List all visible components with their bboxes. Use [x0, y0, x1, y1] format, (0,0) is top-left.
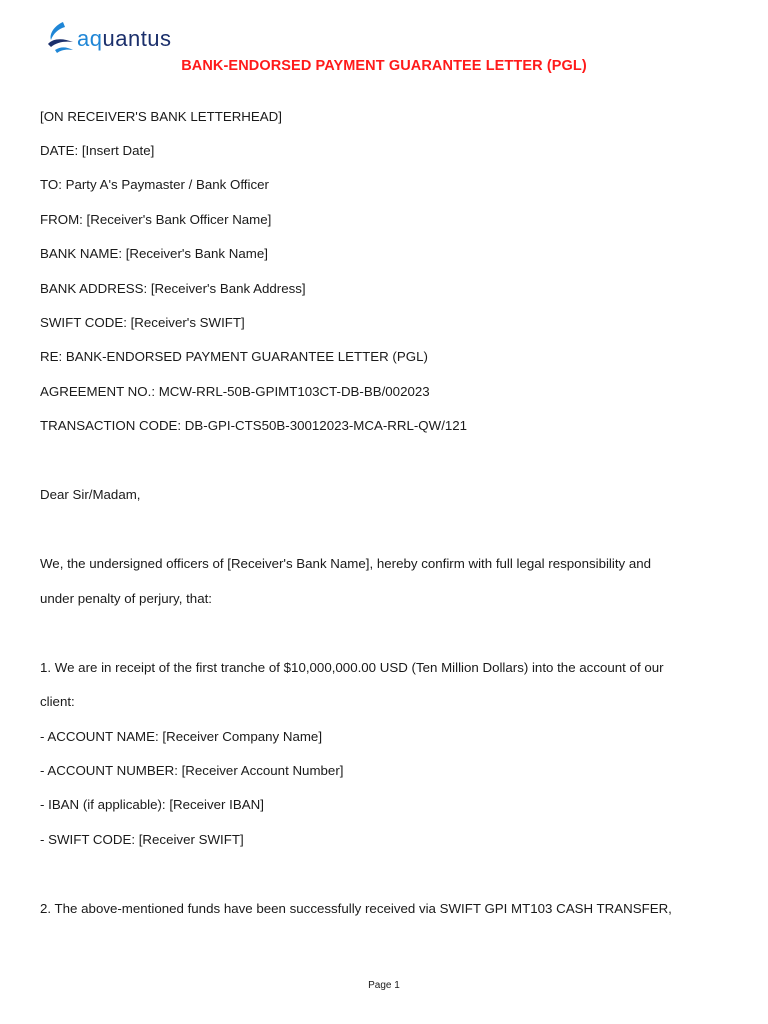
item-1-line-2: client: [40, 694, 75, 709]
logo-wordmark-prefix: aq [77, 26, 103, 51]
document-title: BANK-ENDORSED PAYMENT GUARANTEE LETTER (PGL) [181, 58, 587, 74]
aquantus-wave-logo-icon [45, 20, 75, 54]
intro-line-2: under penalty of perjury, that: [40, 591, 212, 606]
swift-code-line: SWIFT CODE: [Receiver's SWIFT] [40, 315, 245, 330]
swift-line: - SWIFT CODE: [Receiver SWIFT] [40, 832, 244, 847]
logo-wordmark-rest: uantus [102, 26, 172, 51]
intro-line-1: We, the undersigned officers of [Receiver's Bank Name], hereby confirm with full legal responsibility and [40, 556, 652, 571]
letterhead-line: [ON RECEIVER'S BANK LETTERHEAD] [40, 109, 282, 124]
item-1-line-1: 1. We are in receipt of the first tranche of $10,000,000.00 USD (Ten Million Dollars) into the account of our [40, 660, 664, 675]
bank-name-line: BANK NAME: [Receiver's Bank Name] [40, 246, 268, 261]
iban-line: - IBAN (if applicable): [Receiver IBAN] [40, 797, 264, 812]
company-logo [45, 14, 172, 54]
page-number: Page 1 [368, 980, 400, 991]
agreement-no-line: AGREEMENT NO.: MCW-RRL-50B-GPIMT103CT-DB-BB/002023 [40, 384, 430, 399]
date-line: DATE: [Insert Date] [40, 143, 155, 158]
to-line: TO: Party A's Paymaster / Bank Officer [40, 177, 269, 192]
logo-wordmark [77, 28, 172, 50]
transaction-code-line: TRANSACTION CODE: DB-GPI-CTS50B-30012023-MCA-RRL-QW/121 [40, 418, 468, 433]
item-2-line-1: 2. The above-mentioned funds have been successfully received via SWIFT GPI MT103 CASH TRANSFER, [40, 901, 672, 916]
bank-address-line: BANK ADDRESS: [Receiver's Bank Address] [40, 281, 306, 296]
account-name-line: - ACCOUNT NAME: [Receiver Company Name] [40, 729, 323, 744]
re-line: RE: BANK-ENDORSED PAYMENT GUARANTEE LETTER (PGL) [40, 349, 428, 364]
account-number-line: - ACCOUNT NUMBER: [Receiver Account Number] [40, 763, 344, 778]
salutation: Dear Sir/Madam, [40, 487, 141, 502]
from-line: FROM: [Receiver's Bank Officer Name] [40, 212, 272, 227]
